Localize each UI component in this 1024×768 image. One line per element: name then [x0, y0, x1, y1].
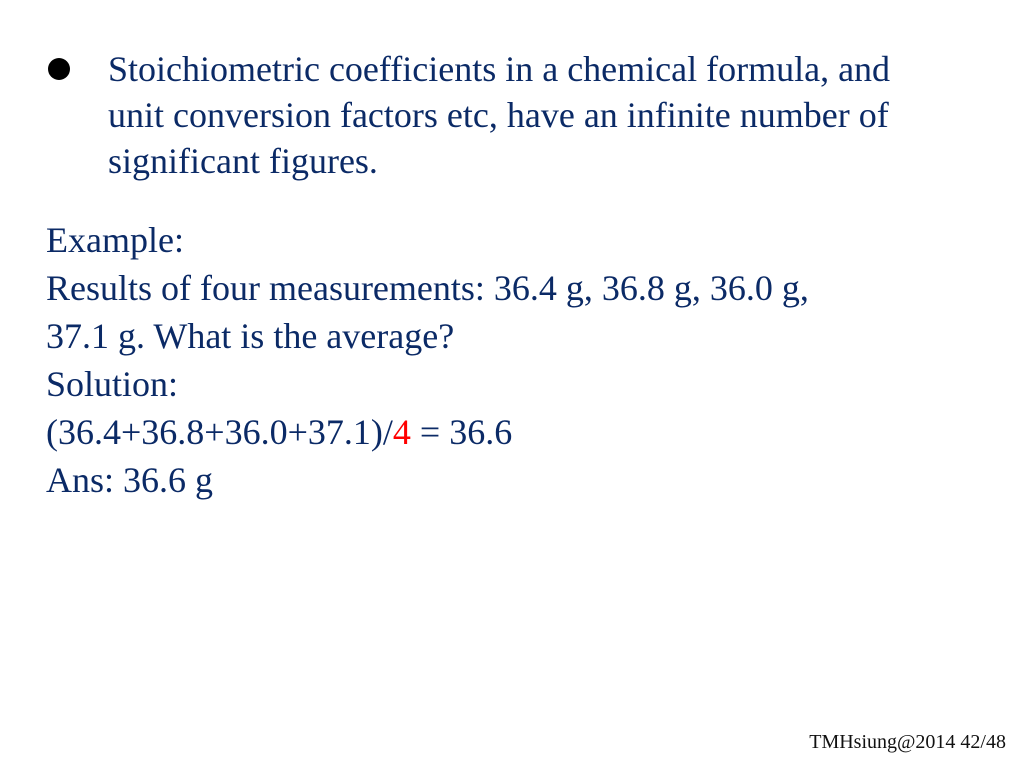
calculation-line — [46, 408, 976, 456]
solution-heading: Solution: — [46, 364, 179, 404]
bullet-item — [48, 46, 948, 184]
bullet-text: Stoichiometric coefficients in a chemical formula, and unit conversion factors etc, have an infinite number of significant figures. — [108, 49, 891, 181]
calculation-suffix: = 36.6 — [410, 412, 513, 452]
calculation-prefix: (36.4+36.8+36.0+37.1)/ — [46, 412, 393, 452]
question-line-2: 37.1 g. What is the average? — [46, 316, 455, 356]
bullet-dot-icon — [48, 58, 70, 80]
slide-footer: TMHsiung@2014 42/48 — [809, 731, 1006, 753]
calculation-divisor: 4 — [392, 412, 411, 452]
answer-line: Ans: 36.6 g — [46, 460, 214, 500]
example-heading: Example: — [46, 220, 184, 260]
example-section — [46, 216, 976, 504]
question-line-1: Results of four measurements: 36.4 g, 36.8 g, 36.0 g, — [46, 268, 809, 308]
